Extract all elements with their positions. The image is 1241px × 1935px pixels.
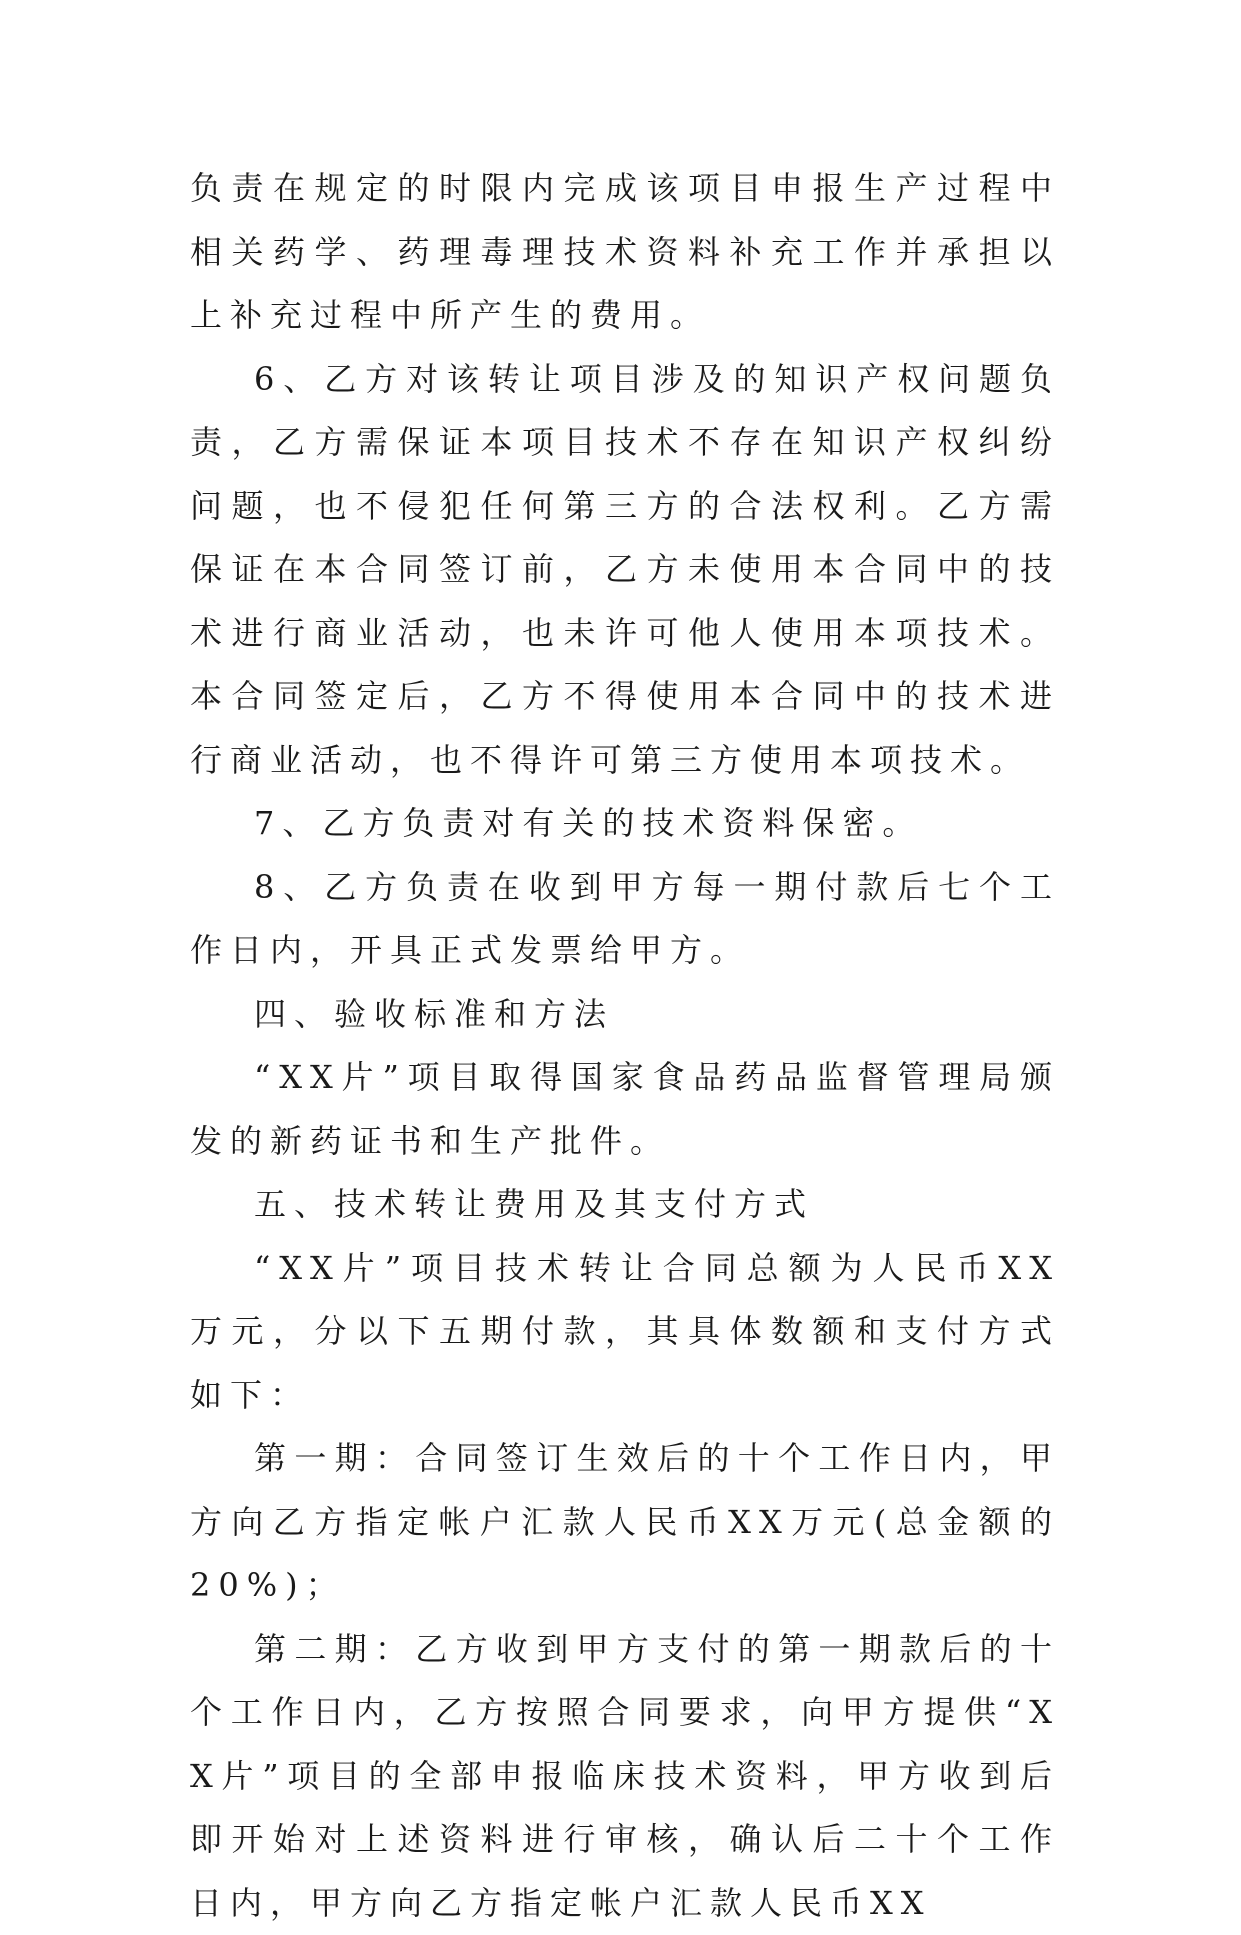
paragraph-clause-6: 6、乙方对该转让项目涉及的知识产权问题负责，乙方需保证本项目技术不存在知识产权纠纷问题，也不侵犯任何第三方的合法权利。乙方需保证在本合同签订前，乙方未使用本合同中的技术进行商业活动，也未许可他人使用本项技术。本合同签定后，乙方不得使用本合同中的技术进行商业活动，也不得许可第三方使用本项技术。 <box>190 348 1060 793</box>
paragraph-payment-phase-1: 第一期：合同签订生效后的十个工作日内，甲方向乙方指定帐户汇款人民币XX万元(总金额的20%)； <box>190 1427 1060 1618</box>
section-heading-acceptance: 四、验收标准和方法 <box>190 983 1060 1047</box>
paragraph-acceptance: “XX片”项目取得国家食品药品监督管理局颁发的新药证书和生产批件。 <box>190 1046 1060 1173</box>
paragraph-clause-8: 8、乙方负责在收到甲方每一期付款后七个工作日内，开具正式发票给甲方。 <box>190 856 1060 983</box>
paragraph-clause-7: 7、乙方负责对有关的技术资料保密。 <box>190 792 1060 856</box>
paragraph-payment-phase-2: 第二期：乙方收到甲方支付的第一期款后的十个工作日内，乙方按照合同要求，向甲方提供“XX片”项目的全部申报临床技术资料，甲方收到后即开始对上述资料进行审核，确认后二十个工作日内，甲方向乙方指定帐户汇款人民币XX <box>190 1618 1060 1935</box>
paragraph-payment-total: “XX片”项目技术转让合同总额为人民币XX万元，分以下五期付款，其具体数额和支付方式如下： <box>190 1237 1060 1428</box>
document-body <box>190 157 1060 1935</box>
section-heading-payment: 五、技术转让费用及其支付方式 <box>190 1173 1060 1237</box>
paragraph-continuation: 负责在规定的时限内完成该项目申报生产过程中相关药学、药理毒理技术资料补充工作并承担以上补充过程中所产生的费用。 <box>190 157 1060 348</box>
